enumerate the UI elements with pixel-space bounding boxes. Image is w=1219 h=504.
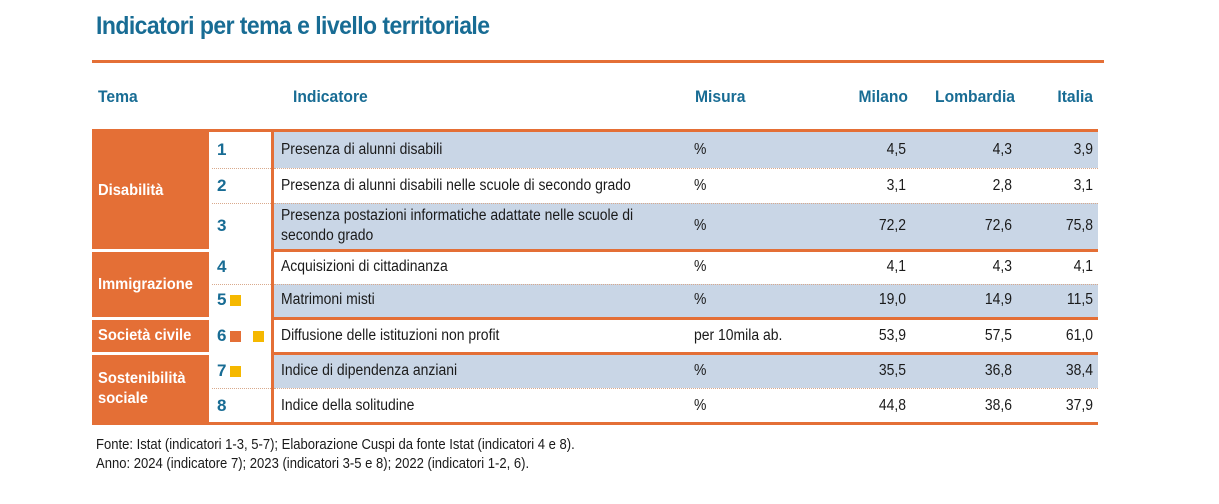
top-divider — [92, 60, 1104, 63]
tema-societa-civile: Società civile — [92, 320, 209, 352]
value-italia: 4,1 — [1073, 258, 1093, 275]
value-milano: 44,8 — [878, 397, 906, 414]
value-italia: 38,4 — [1065, 362, 1093, 379]
indicator-name: Indice di dipendenza anziani — [281, 362, 458, 379]
indicator-number: 2 — [217, 176, 227, 195]
value-milano: 19,0 — [878, 291, 906, 308]
value-milano: 72,2 — [878, 217, 906, 234]
indicator-number: 7 — [217, 361, 241, 381]
header-milano: Milano — [858, 87, 908, 106]
orange-square-icon — [230, 331, 241, 342]
indicator-name: Presenza di alunni disabili — [281, 141, 443, 158]
page-title: Indicatori per tema e livello territoriale — [96, 12, 490, 40]
measure: % — [694, 258, 707, 275]
value-lombardia: 38,6 — [984, 397, 1012, 414]
indicator-name: Diffusione delle istituzioni non profit — [281, 327, 500, 344]
value-milano: 3,1 — [886, 177, 906, 194]
measure: % — [694, 397, 707, 414]
value-milano: 35,5 — [878, 362, 906, 379]
value-lombardia: 72,6 — [984, 217, 1012, 234]
yellow-square-icon — [230, 295, 241, 306]
value-lombardia: 2,8 — [992, 177, 1012, 194]
yellow-square-icon — [230, 366, 241, 377]
measure: % — [694, 141, 707, 158]
value-lombardia: 14,9 — [984, 291, 1012, 308]
tema-immigrazione: Immigrazione — [92, 252, 209, 317]
value-lombardia: 57,5 — [984, 327, 1012, 344]
indicator-number: 1 — [217, 140, 227, 159]
measure: % — [694, 291, 707, 308]
tema-disabilita: Disabilità — [92, 132, 209, 249]
tema-sostenibilita-sociale: Sostenibilità sociale — [92, 355, 209, 422]
value-italia: 3,1 — [1073, 177, 1093, 194]
footnote-year: Anno: 2024 (indicatore 7); 2023 (indicatori 3-5 e 8); 2022 (indicatori 1-2, 6). — [96, 456, 530, 472]
value-italia: 11,5 — [1066, 291, 1093, 308]
value-lombardia: 36,8 — [984, 362, 1012, 379]
value-italia: 75,8 — [1065, 217, 1093, 234]
value-lombardia: 4,3 — [992, 141, 1012, 158]
indicator-number: 6 — [217, 326, 264, 346]
measure: % — [694, 217, 707, 234]
indicator-number: 3 — [217, 216, 227, 235]
indicator-number: 8 — [217, 396, 227, 415]
indicator-name: Presenza postazioni informatiche adattate nelle scuole di secondo grado — [281, 207, 634, 244]
indicator-name: Presenza di alunni disabili nelle scuole di secondo grado — [281, 177, 631, 194]
measure: per 10mila ab. — [694, 327, 783, 344]
header-tema: Tema — [98, 87, 138, 106]
indicator-number: 4 — [217, 257, 227, 276]
value-milano: 53,9 — [878, 327, 906, 344]
value-italia: 3,9 — [1073, 141, 1093, 158]
header-italia: Italia — [1057, 87, 1093, 106]
value-lombardia: 4,3 — [992, 258, 1012, 275]
indicator-number: 5 — [217, 290, 241, 310]
indicator-name: Indice della solitudine — [281, 397, 415, 414]
footnote-source: Fonte: Istat (indicatori 1-3, 5-7); Elaborazione Cuspi da fonte Istat (indicatori 4 e 8). — [96, 437, 575, 453]
value-italia: 37,9 — [1065, 397, 1093, 414]
header-lombardia: Lombardia — [935, 87, 1015, 106]
indicator-name: Matrimoni misti — [281, 291, 375, 308]
header-indicatore: Indicatore — [293, 87, 368, 106]
measure: % — [694, 362, 707, 379]
value-milano: 4,1 — [886, 258, 906, 275]
yellow-square-icon — [253, 331, 264, 342]
header-misura: Misura — [695, 87, 746, 106]
indicator-name: Acquisizioni di cittadinanza — [281, 258, 448, 275]
measure: % — [694, 177, 707, 194]
value-milano: 4,5 — [886, 141, 906, 158]
value-italia: 61,0 — [1065, 327, 1093, 344]
